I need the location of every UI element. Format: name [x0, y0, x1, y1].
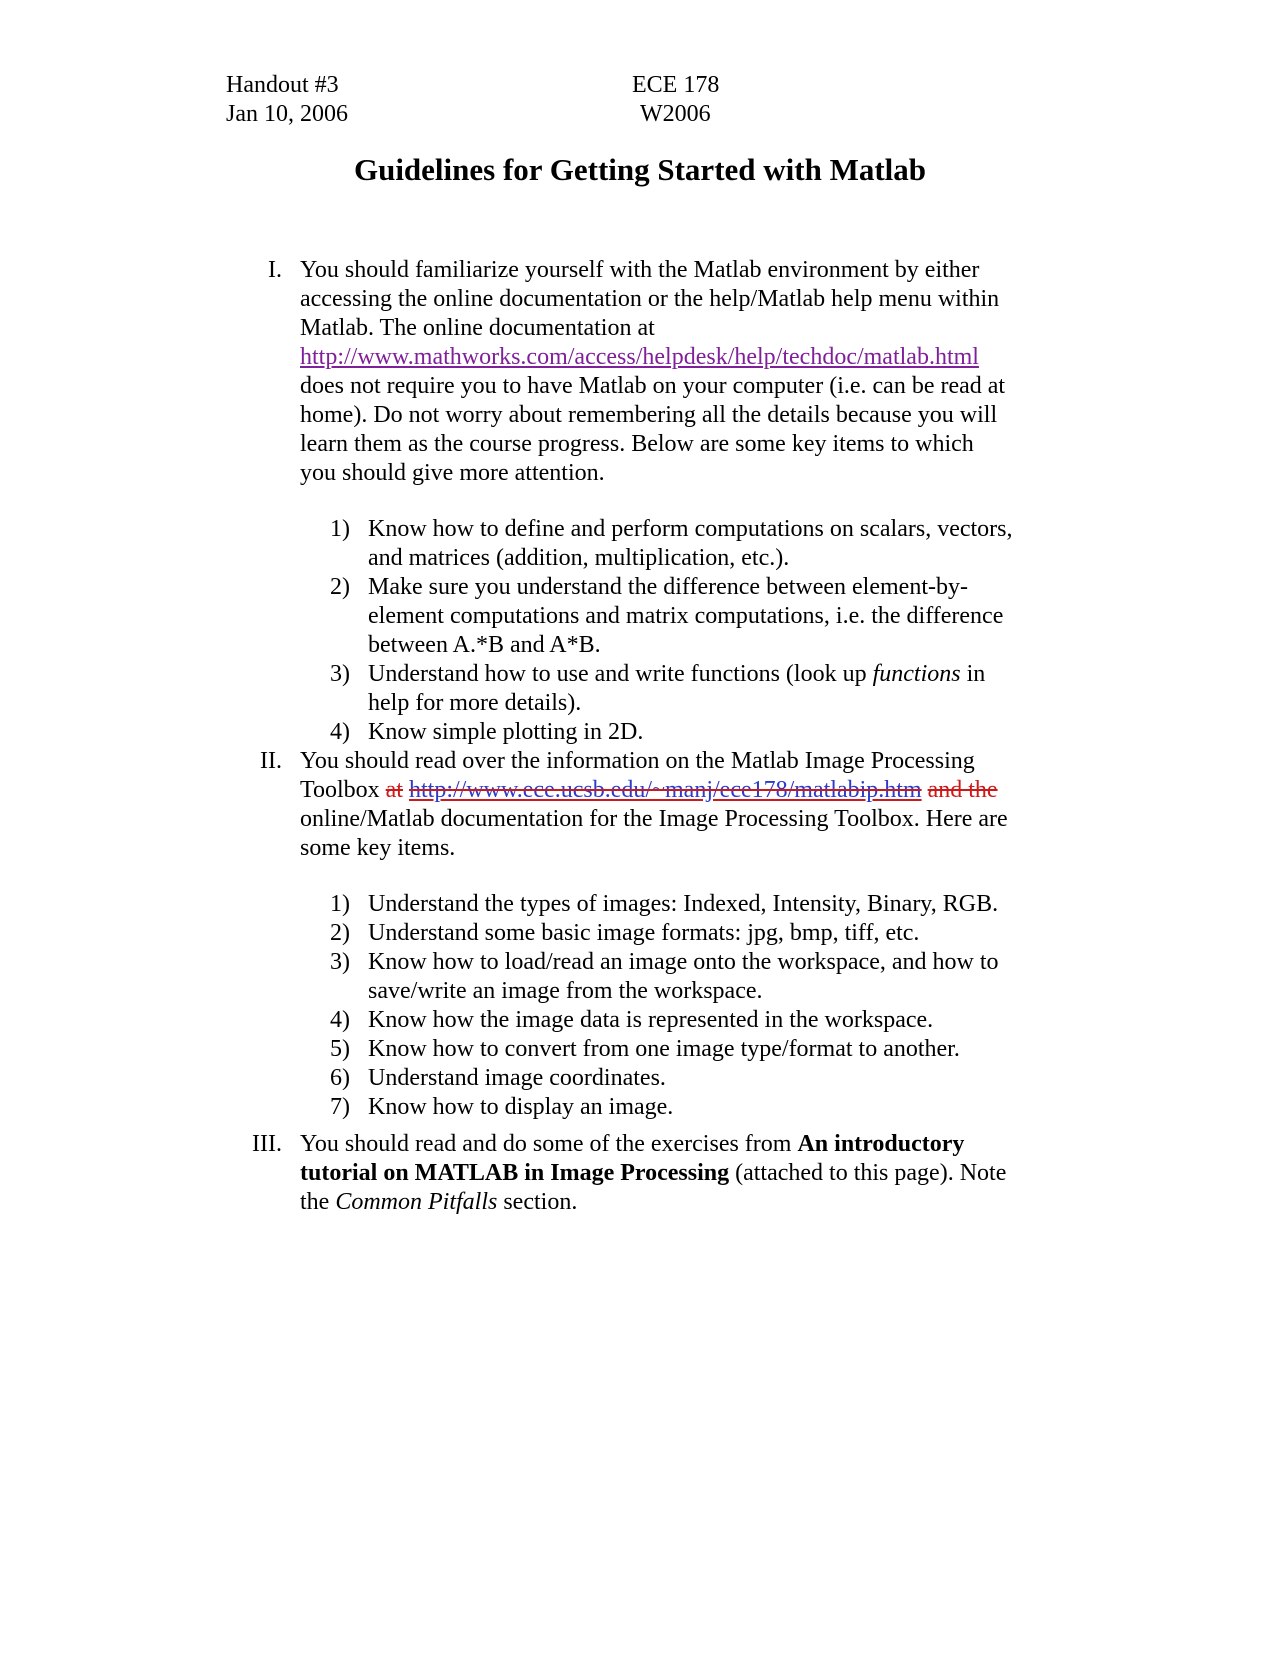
section-body: [300, 1130, 1060, 1217]
list-line: element computations and matrix computations, i.e. the difference: [368, 603, 1004, 629]
list-line: save/write an image from the workspace.: [368, 978, 763, 1004]
list-number: 2): [330, 574, 350, 600]
handout-number: Handout #3: [226, 72, 339, 98]
body-line: online/Matlab documentation for the Image Processing Toolbox. Here are: [300, 806, 1008, 832]
list-item: [330, 660, 1106, 718]
list-line: and matrices (addition, multiplication, etc.).: [368, 545, 790, 571]
list-line: Know how to convert from one image type/format to another.: [368, 1036, 960, 1062]
list-number: 2): [330, 920, 350, 946]
section-three: [226, 1130, 1106, 1217]
course-term: W2006: [640, 101, 711, 127]
list-item: [330, 515, 1106, 573]
list-line: Understand the types of images: Indexed, Intensity, Binary, RGB.: [368, 891, 999, 917]
body-line: Matlab. The online documentation at: [300, 315, 655, 341]
body-line: You should read over the information on the Matlab Image Processing: [300, 748, 975, 774]
list-line: Understand some basic image formats: jpg, bmp, tiff, etc.: [368, 920, 920, 946]
section-two: [226, 747, 1106, 1122]
section-body: [300, 747, 1060, 863]
list-item: [330, 1064, 1106, 1093]
body-line: some key items.: [300, 835, 456, 861]
handout-date: Jan 10, 2006: [226, 101, 348, 127]
section-body: [300, 256, 1060, 488]
list-number: 7): [330, 1094, 350, 1120]
list-line: Understand how to use and write functions (look up functions in: [368, 661, 986, 687]
page-title: Guidelines for Getting Started with Matlab: [353, 152, 927, 187]
body-line: does not require you to have Matlab on your computer (i.e. can be read at: [300, 373, 1006, 399]
struck-text: at: [385, 777, 403, 803]
body-line: home). Do not worry about remembering all the details because you will: [300, 402, 998, 428]
section-numeral: III.: [252, 1131, 282, 1157]
body-line: You should read and do some of the exercises from An introductory: [300, 1131, 965, 1157]
list-line: Know how to display an image.: [368, 1094, 674, 1120]
list-number: 1): [330, 891, 350, 917]
body-line: Toolbox at http://www.ece.ucsb.edu/~manj/ece178/matlabip.htm and the: [300, 777, 998, 803]
list-line: help for more details).: [368, 690, 582, 716]
section-numeral: I.: [268, 257, 282, 283]
list-item: [330, 1093, 1106, 1122]
list-item: [330, 919, 1106, 948]
list-item: [330, 1006, 1106, 1035]
list-number: 4): [330, 1007, 350, 1033]
list-number: 1): [330, 516, 350, 542]
body-line: You should familiarize yourself with the Matlab environment by either: [300, 257, 980, 283]
tutorial-title: An introductory: [797, 1131, 965, 1157]
list-number: 4): [330, 719, 350, 745]
list-item: [330, 573, 1106, 660]
list-line: Know simple plotting in 2D.: [368, 719, 644, 745]
section-numeral: II.: [260, 748, 282, 774]
list-number: 3): [330, 949, 350, 975]
list-line: between A.*B and A*B.: [368, 632, 601, 658]
list-number: 5): [330, 1036, 350, 1062]
list-item: [330, 948, 1106, 1006]
course-code: ECE 178: [632, 72, 720, 98]
numbered-list: [330, 890, 1106, 1122]
list-number: 6): [330, 1065, 350, 1091]
list-line: Know how the image data is represented in the workspace.: [368, 1007, 934, 1033]
list-line: Know how to load/read an image onto the workspace, and how to: [368, 949, 999, 975]
tutorial-title: tutorial on MATLAB in Image Processing: [300, 1160, 730, 1186]
list-item: [330, 1035, 1106, 1064]
matlabip-link[interactable]: http://www.ece.ucsb.edu/~manj/ece178/matlabip.htm: [408, 777, 922, 803]
section-one: [226, 256, 1106, 747]
list-item: [330, 890, 1106, 919]
list-line: Make sure you understand the difference between element-by-: [368, 574, 968, 600]
pitfalls-term: Common Pitfalls: [335, 1189, 498, 1215]
body-line: the Common Pitfalls section.: [300, 1189, 578, 1215]
numbered-list: [330, 515, 1106, 747]
body-line: tutorial on MATLAB in Image Processing (attached to this page). Note: [300, 1160, 1007, 1186]
functions-term: functions: [872, 661, 961, 687]
matlab-docs-link[interactable]: http://www.mathworks.com/access/helpdesk/help/techdoc/matlab.html: [300, 344, 979, 370]
body-line: you should give more attention.: [300, 460, 605, 486]
body-line: learn them as the course progress. Below are some key items to which: [300, 431, 974, 457]
struck-text: and the: [927, 777, 998, 803]
list-line: Know how to define and perform computations on scalars, vectors,: [368, 516, 1013, 542]
list-number: 3): [330, 661, 350, 687]
list-line: Understand image coordinates.: [368, 1065, 666, 1091]
body-line: accessing the online documentation or the help/Matlab help menu within: [300, 286, 1000, 312]
list-item: [330, 718, 1106, 747]
